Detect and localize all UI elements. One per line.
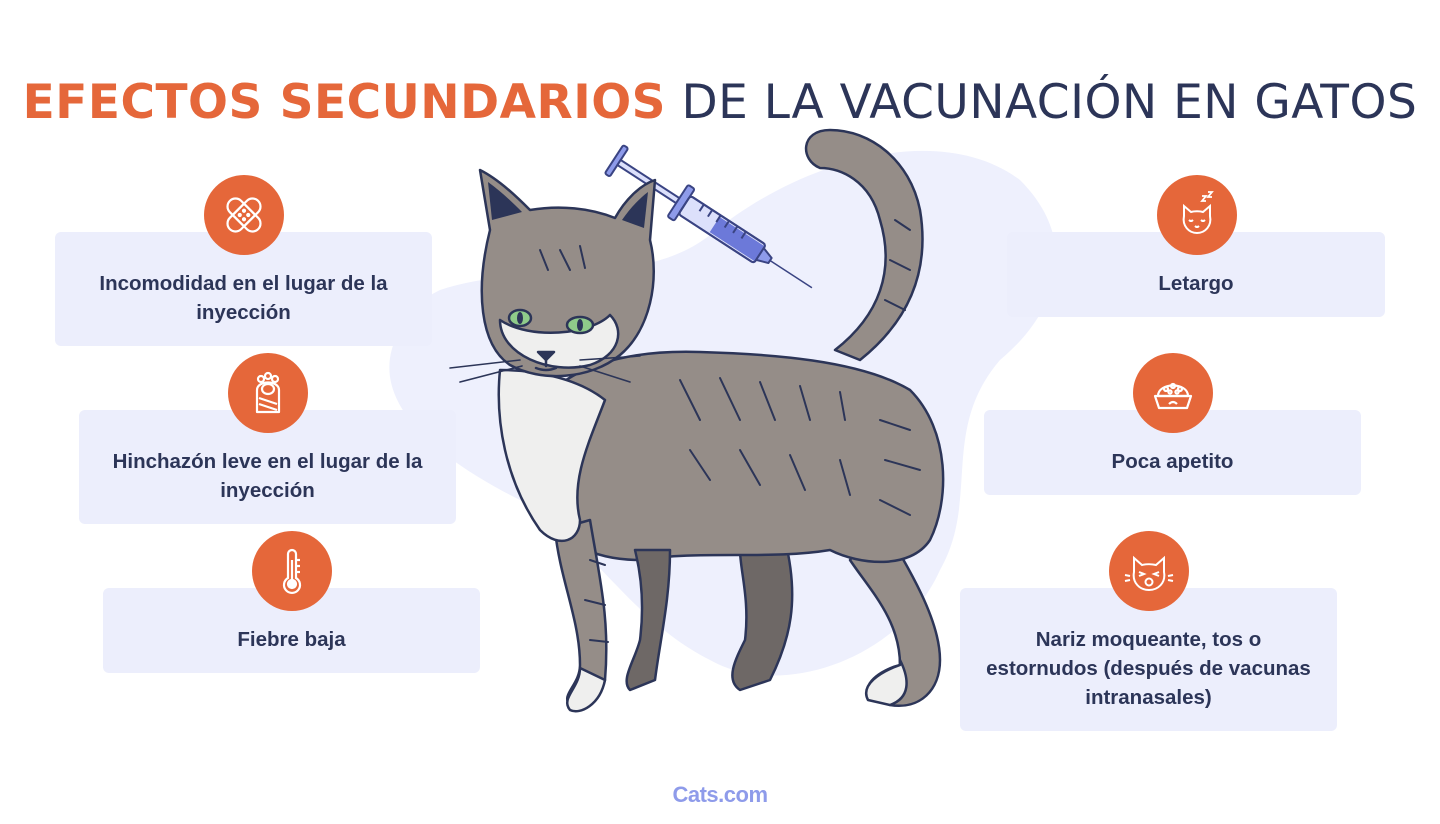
title-rest: DE LA VACUNACIÓN EN GATOS bbox=[681, 75, 1418, 131]
effect-label: Nariz moqueante, tos o estornudos (después de vacunas intranasales) bbox=[986, 628, 1311, 709]
effect-badge bbox=[228, 353, 308, 433]
effect-label: Poca apetito bbox=[1111, 450, 1234, 473]
effect-label: Fiebre baja bbox=[237, 628, 346, 651]
thermometer-icon bbox=[267, 546, 317, 596]
food-bowl-icon bbox=[1148, 368, 1198, 418]
effect-label: Letargo bbox=[1158, 272, 1234, 295]
cat-illustration bbox=[440, 120, 970, 740]
bandage-icon bbox=[219, 190, 269, 240]
effect-badge bbox=[1157, 175, 1237, 255]
brand-logo: Cats.com bbox=[672, 782, 768, 807]
effect-badge bbox=[1109, 531, 1189, 611]
effect-badge bbox=[252, 531, 332, 611]
effect-label: Incomodidad en el lugar de la inyección bbox=[99, 272, 388, 324]
effect-label: Hinchazón leve en el lugar de la inyección bbox=[112, 450, 423, 502]
sneezing-cat-icon bbox=[1124, 546, 1174, 596]
effect-badge bbox=[204, 175, 284, 255]
title-accent: EFECTOS SECUNDARIOS bbox=[22, 75, 666, 131]
effect-badge bbox=[1133, 353, 1213, 433]
sleeping-cat-icon bbox=[1172, 190, 1222, 240]
swollen-paw-icon bbox=[243, 368, 293, 418]
